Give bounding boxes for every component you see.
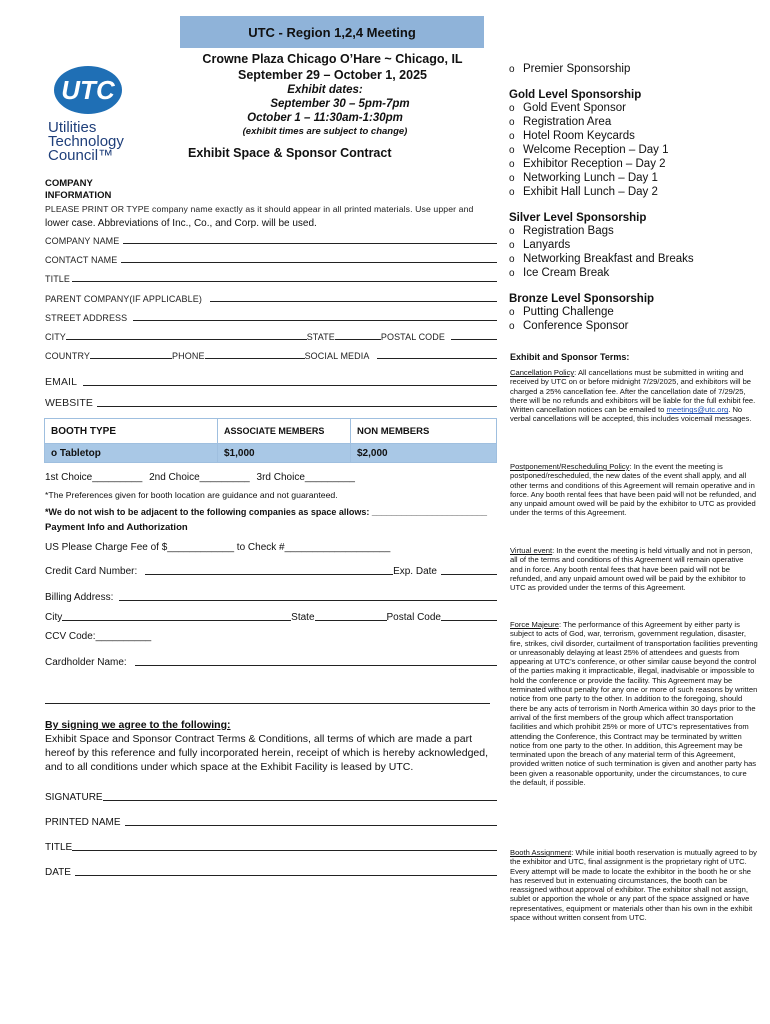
- city-label: CITY: [45, 332, 66, 342]
- force-majeure-text: : The performance of this Agreement by either party is subject to acts of God, war, terrorism, government regulation, disaster, fire, strikes, civil disorder, curtailment of transportation facilities preventing or unreasonably delaying at least 25% of attendees and guests from appearing at UTC’s conference, or other similar cause beyond the control of the parties making it impracticable, illegal, inadvisable or impossible to hold the conference or provide the facility. This Agreement may be terminated without penalty for any one or more of such reasons by written notice from one party to the other. In addition to the foregoing, should there be any acts of terrorism in North America within 30 days prior to the arrival of the first members of the group which affect transportation facilities and which prohibit 25% or more of UTC’s representatives from attending the Conference, this Contract may be terminated by written notice from one party to the other. In addition, this Agreement may be terminated upon the breach of any material term of this Agreement, provided written notice of such termination is given and another party has been given a reasonable opportunity, under the circumstances, to cure the default, if possible.: [510, 620, 758, 788]
- company-name-field[interactable]: [45, 236, 497, 246]
- email-field[interactable]: [45, 376, 497, 388]
- checkbox-icon[interactable]: o: [509, 172, 515, 184]
- banner-text: UTC - Region 1,2,4 Meeting: [248, 24, 416, 40]
- social-label: SOCIAL MEDIA: [304, 351, 370, 361]
- silver-option-label: Registration Bags: [523, 225, 614, 237]
- bronze-option-label: Conference Sponsor: [523, 320, 629, 332]
- gold-heading: Gold Level Sponsorship: [509, 89, 642, 101]
- preferences-note: *The Preferences given for booth location are guidance and not guaranteed.: [45, 490, 338, 500]
- checkbox-icon[interactable]: o: [509, 306, 515, 318]
- silver-option-label: Lanyards: [523, 239, 571, 251]
- printed-name-label: PRINTED NAME: [45, 817, 121, 828]
- gold-option-label: Networking Lunch – Day 1: [523, 172, 658, 184]
- title-field[interactable]: [45, 274, 497, 284]
- company-heading-1: COMPANY: [45, 178, 93, 189]
- checkbox-icon[interactable]: o: [509, 144, 515, 156]
- signature-label: SIGNATURE: [45, 792, 103, 803]
- company-heading-2: INFORMATION: [45, 190, 112, 201]
- parent-company-label: PARENT COMPANY(IF APPLICABLE): [45, 294, 202, 304]
- cardholder-field[interactable]: [45, 657, 497, 668]
- gold-option-label: Registration Area: [523, 116, 612, 128]
- gold-option[interactable]: [509, 115, 759, 129]
- checkbox-icon[interactable]: o: [509, 253, 515, 265]
- cancellation-policy: [510, 368, 758, 424]
- city-state-postal-field[interactable]: [45, 332, 497, 342]
- signer-title-label: TITLE: [45, 842, 73, 853]
- virtual-event-policy: [510, 546, 758, 592]
- billing-postal-label: Postal Code: [386, 612, 441, 623]
- force-majeure-title: Force Majeure: [510, 620, 559, 629]
- exhibit-line-2: October 1 – 11:30am-1:30pm: [247, 112, 403, 124]
- cancellation-text-2: . No verbal cancellations will be accepted, this includes voicemail messages.: [510, 405, 752, 424]
- blank-signature-line[interactable]: [45, 703, 490, 704]
- silver-option-label: Ice Cream Break: [523, 267, 610, 279]
- gold-option-label: Exhibit Hall Lunch – Day 2: [523, 186, 658, 198]
- virtual-text: : In the event the meeting is held virtually and not in person, all of the terms and conditions of this Agreement will remain operative and in force. Any booth rental fees that have been paid will not be refunded, and any unpaid amount owed will be paid by the exhibitor to UTC as provided under the terms of this Agreement.: [510, 546, 753, 593]
- checkbox-icon[interactable]: o: [509, 225, 515, 237]
- gold-option-label: Gold Event Sponsor: [523, 102, 626, 114]
- bronze-option[interactable]: [509, 305, 759, 319]
- ccv-field[interactable]: CCV Code:__________: [45, 631, 152, 642]
- website-field[interactable]: [45, 397, 497, 409]
- booth-assignment-title: Booth Assignment: [510, 848, 572, 857]
- checkbox-icon[interactable]: o: [509, 102, 515, 114]
- checkbox-icon[interactable]: o: [509, 130, 515, 142]
- exhibit-line-1: September 30 – 5pm-7pm: [270, 98, 410, 110]
- silver-heading: Silver Level Sponsorship: [509, 212, 647, 224]
- booth-choices[interactable]: [45, 472, 355, 483]
- agreement-text-2: hereof by this reference and fully incorporated herein, receipt of which is hereby acknowledged,: [45, 747, 489, 759]
- gold-option-label: Hotel Room Keycards: [523, 130, 635, 142]
- silver-option[interactable]: [509, 224, 759, 238]
- gold-option[interactable]: [509, 129, 759, 143]
- exhibit-dates-label: Exhibit dates:: [287, 84, 363, 96]
- exhibit-note: (exhibit times are subject to change): [242, 126, 408, 137]
- tabletop-option[interactable]: o Tabletop: [45, 444, 218, 463]
- meeting-banner: [180, 16, 484, 48]
- postponement-policy: [510, 462, 758, 518]
- contract-title: Exhibit Space & Sponsor Contract: [188, 146, 392, 160]
- header-booth-type: BOOTH TYPE: [45, 419, 218, 444]
- cardholder-label: Cardholder Name:: [45, 657, 127, 668]
- silver-option[interactable]: [509, 252, 759, 266]
- bronze-option-label: Putting Challenge: [523, 306, 614, 318]
- terms-heading: Exhibit and Sponsor Terms:: [510, 352, 630, 362]
- header-associate-members: ASSOCIATE MEMBERS: [218, 419, 351, 444]
- title-label: TITLE: [45, 274, 71, 284]
- billing-label: Billing Address:: [45, 592, 114, 603]
- postal-label: POSTAL CODE: [380, 332, 445, 342]
- checkbox-icon[interactable]: o: [509, 320, 515, 332]
- payment-heading: Payment Info and Authorization: [45, 522, 188, 533]
- sponsorship-list: [509, 62, 759, 333]
- logo-line-1: Utilities: [48, 119, 97, 136]
- cancellation-text: : All cancellations must be submitted in writing and received by UTC on or before midnight 7/29/2025, and exhibitors will be charged a 25% cancellation fee. After the cancellation date of 7/29/25, there will be no refunds and exhibitors will be liable for the full exhibit fee. Written cancellation notices can be emailed to: [510, 368, 756, 415]
- credit-card-field[interactable]: [45, 566, 497, 577]
- billing-address-field[interactable]: [45, 592, 497, 603]
- agreement-text-3: and to all conditions under which space at the Exhibit Facility is leased by UTC.: [45, 761, 414, 773]
- gold-option[interactable]: [509, 157, 759, 171]
- email-label: EMAIL: [45, 376, 78, 388]
- utc-logo-mark: [48, 64, 128, 116]
- cancellation-email-link[interactable]: meetings@utc.org: [666, 405, 729, 415]
- utc-logo: [48, 64, 158, 164]
- billing-state-label: State: [291, 612, 315, 623]
- website-label: WEBSITE: [45, 397, 93, 409]
- agreement-text-1: Exhibit Space and Sponsor Contract Terms & Conditions, all terms of which are made a part: [45, 733, 473, 745]
- agreement-text: [45, 732, 488, 774]
- contact-name-field[interactable]: [45, 255, 497, 265]
- silver-list: [509, 224, 759, 280]
- billing-city-label: City: [45, 612, 63, 623]
- booth-table-header: [45, 419, 497, 444]
- gold-list: [509, 101, 759, 199]
- adjacent-note[interactable]: *We do not wish to be adjacent to the following companies as space allows: _______________________: [45, 507, 488, 517]
- booth-row-tabletop[interactable]: [45, 444, 497, 463]
- parent-company-field[interactable]: [45, 294, 497, 304]
- phone-label: PHONE: [172, 351, 205, 361]
- logo-line-2: Technology: [48, 133, 124, 150]
- premier-sponsorship-option[interactable]: [509, 62, 759, 76]
- non-member-price: $2,000: [351, 444, 497, 463]
- postponement-title: Postponement/Rescheduling Policy: [510, 462, 630, 471]
- logo-mark-text: UTC: [61, 75, 115, 105]
- fee-line[interactable]: US Please Charge Fee of $____________ to Check #___________________: [45, 542, 391, 553]
- credit-card-label: Credit Card Number:: [45, 566, 138, 577]
- instructions-line-1: PLEASE PRINT OR TYPE company name exactly as it should appear in all printed materials. Use upper and: [45, 204, 474, 214]
- checkbox-icon[interactable]: o: [509, 239, 515, 251]
- silver-option-label: Networking Breakfast and Breaks: [523, 253, 694, 265]
- gold-option-label: Exhibitor Reception – Day 2: [523, 158, 666, 170]
- street-label: STREET ADDRESS: [45, 313, 128, 323]
- third-choice[interactable]: 3rd Choice_________: [256, 472, 355, 483]
- checkbox-icon[interactable]: o: [509, 186, 515, 198]
- virtual-title: Virtual event: [510, 546, 553, 555]
- silver-option[interactable]: [509, 266, 759, 280]
- exp-date-label: Exp. Date: [393, 566, 437, 577]
- bronze-heading: Bronze Level Sponsorship: [509, 293, 655, 305]
- billing-city-state-postal[interactable]: [45, 612, 497, 623]
- premier-label: Premier Sponsorship: [523, 63, 631, 75]
- logo-line-3: Council™: [48, 147, 114, 164]
- street-address-field[interactable]: [45, 313, 497, 323]
- force-majeure-policy: [510, 620, 758, 787]
- venue-line: Crowne Plaza Chicago O’Hare ~ Chicago, IL: [202, 52, 463, 66]
- agreement-heading: By signing we agree to the following:: [45, 719, 231, 731]
- postponement-text: : In the event the meeting is postponed/rescheduled, the new dates of the event shall apply, and all other terms and conditions of this Agreement will remain operative and in force. Any booth rental fees that have been paid will not be refunded, and any unpaid amount owed will be paid by the exhibitor to UTC as provided under the terms of this Agreement.: [510, 462, 757, 518]
- checkbox-icon[interactable]: o: [509, 63, 515, 75]
- bronze-option[interactable]: [509, 319, 759, 333]
- printed-name-field[interactable]: [45, 817, 497, 828]
- gold-option[interactable]: [509, 101, 759, 115]
- date-label: DATE: [45, 867, 71, 878]
- date-field[interactable]: [45, 867, 497, 878]
- bronze-list: [509, 305, 759, 333]
- booth-assignment-policy: [510, 848, 758, 922]
- header-non-members: NON MEMBERS: [351, 419, 497, 444]
- booth-assignment-text: : While initial booth reservation is mutually agreed to by the exhibitor and UTC, final assignment is the proprietary right of UTC. Every attempt will be made to locate the exhibitor in the booth he or she has reserved but in extenuating circumstances, the booth can be reassigned without approval of exhibitor. The exhibitor shall not assign, sublet or apportion the whole or any part of the space assigned or have representatives, equipment or materials other than his own in the exhibit space without written consent from UTC.: [510, 848, 757, 923]
- booth-table: [44, 418, 497, 463]
- signer-title-field[interactable]: [45, 842, 497, 853]
- event-dates: September 29 – October 1, 2025: [238, 68, 427, 82]
- gold-option[interactable]: [509, 171, 759, 185]
- second-choice[interactable]: 2nd Choice_________: [149, 472, 250, 483]
- company-info-heading: [45, 178, 111, 202]
- checkbox-icon[interactable]: o: [509, 267, 515, 279]
- country-label: COUNTRY: [45, 351, 91, 361]
- instructions-line-2: lower case. Abbreviations of Inc., Co., and Corp. will be used.: [45, 218, 317, 229]
- cancellation-title: Cancellation Policy: [510, 368, 575, 377]
- gold-option[interactable]: [509, 143, 759, 157]
- checkbox-icon[interactable]: o: [509, 116, 515, 128]
- state-label: STATE: [306, 332, 335, 342]
- associate-price: $1,000: [218, 444, 351, 463]
- gold-option[interactable]: [509, 185, 759, 199]
- country-phone-social-field[interactable]: [45, 351, 497, 361]
- checkbox-icon[interactable]: o: [509, 158, 515, 170]
- contact-name-label: CONTACT NAME: [45, 255, 118, 265]
- gold-option-label: Welcome Reception – Day 1: [523, 144, 669, 156]
- silver-option[interactable]: [509, 238, 759, 252]
- first-choice[interactable]: 1st Choice_________: [45, 472, 143, 483]
- company-name-label: COMPANY NAME: [45, 236, 120, 246]
- signature-field[interactable]: [45, 792, 497, 803]
